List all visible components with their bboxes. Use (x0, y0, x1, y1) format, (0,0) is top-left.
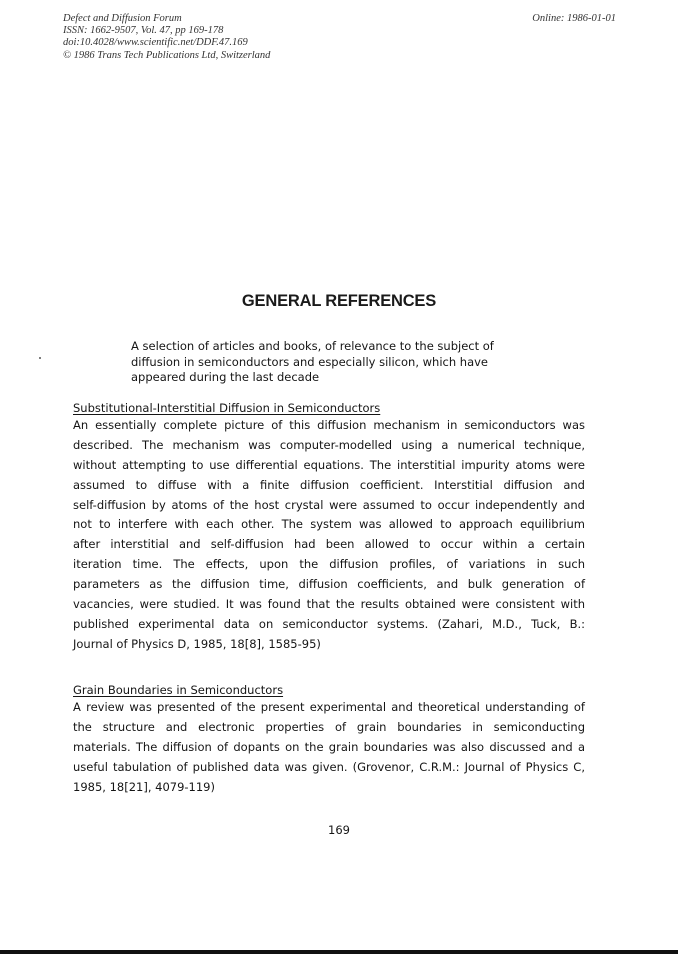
body-line: vacancies, were studied. It was found that the results obtained were consistent with (73, 597, 585, 612)
issn-line: ISSN: 1662-9507, Vol. 47, pp 169-178 (63, 25, 224, 37)
body-line: self-diffusion by atoms of the host crystal were assumed to occur independently and (73, 497, 585, 512)
body-line: the structure and electronic properties of grain boundaries in semiconducting (73, 719, 585, 734)
body-line: An essentially complete picture of this diffusion mechanism in semiconductors was (73, 418, 585, 432)
publication-meta (63, 13, 270, 62)
intro-line: appeared during the last decade (131, 370, 320, 385)
reference-section (73, 400, 585, 655)
body-line: 1985, 18[21], 4079-119) (73, 779, 215, 794)
body-line: useful tabulation of published data was given. (Grovenor, C.R.M.: Journal of Physics C, (73, 759, 585, 774)
bottom-rule (0, 950, 678, 954)
intro-line: diffusion in semiconductors and especially silicon, which have (131, 354, 489, 369)
body-line: Journal of Physics D, 1985, 18[8], 1585-95) (73, 636, 321, 651)
section-heading: Substitutional-Interstitial Diffusion in Semiconductors (73, 401, 381, 415)
reference-section (73, 682, 585, 797)
body-line: iteration time. The effects, upon the diffusion profiles, of variations in such (73, 557, 585, 572)
section-heading: Grain Boundaries in Semiconductors (73, 683, 284, 697)
section-body (73, 416, 585, 655)
intro-line: A selection of articles and books, of relevance to the subject of (131, 339, 494, 353)
online-date: Online: 1986-01-01 (532, 13, 616, 24)
journal-name: Defect and Diffusion Forum (63, 13, 182, 24)
body-line: without attempting to use differential equations. The interstitial impurity atoms were (73, 457, 585, 472)
doi-line: doi:10.4028/www.scientific.net/DDF.47.169 (63, 37, 248, 49)
body-line: published experimental data on semiconductor systems. (Zahari, M.D., Tuck, B.: (73, 616, 585, 631)
section-body (73, 698, 585, 797)
copyright-line: © 1986 Trans Tech Publications Ltd, Switzerland (63, 49, 271, 61)
body-line: assumed to diffuse with a finite diffusion coefficient. Interstitial diffusion and (73, 477, 585, 492)
page-number: 169 (328, 823, 350, 837)
page-title: GENERAL REFERENCES (241, 292, 437, 310)
intro-paragraph (131, 339, 551, 386)
body-line: after interstitial and self-diffusion had been allowed to occur within a certain (73, 537, 585, 552)
body-line: parameters as the diffusion time, diffusion coefficients, and bulk generation of (73, 577, 585, 592)
body-line: not to interfere with each other. The system was allowed to approach equilibrium (73, 517, 585, 532)
body-line: materials. The diffusion of dopants on the grain boundaries was also discussed and a (73, 739, 585, 754)
body-line: described. The mechanism was computer-modelled using a numerical technique, (73, 437, 585, 452)
scan-speck (39, 357, 41, 359)
body-line: A review was presented of the present experimental and theoretical understanding of (73, 700, 585, 714)
